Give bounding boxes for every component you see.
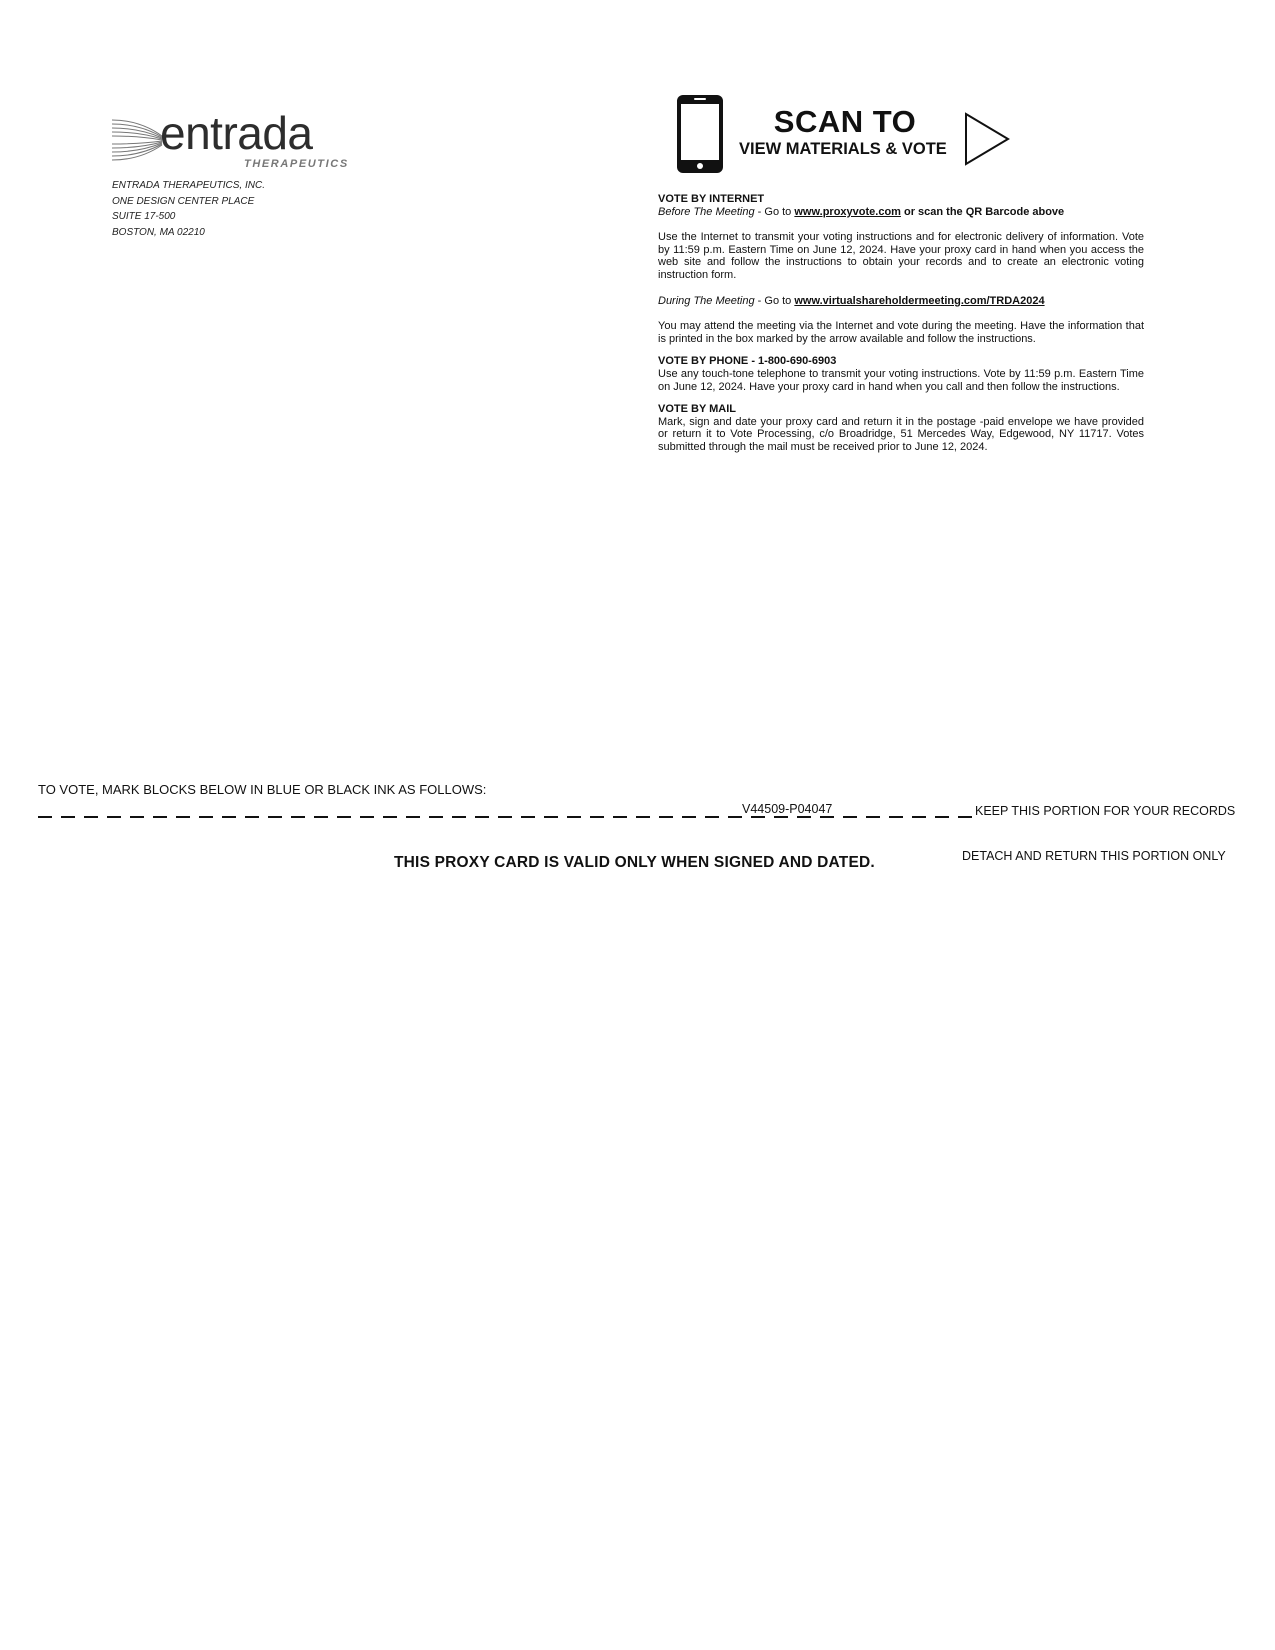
address-line: ENTRADA THERAPEUTICS, INC. [112,180,265,191]
virtual-meeting-link[interactable]: www.virtualshareholdermeeting.com/TRDA2024 [794,294,1045,307]
control-code: V44509-P04047 [739,802,835,816]
before-goto-text: - Go to [754,205,795,218]
company-address [112,178,265,240]
address-line: ONE DESIGN CENTER PLACE [112,195,255,207]
keep-portion-label: KEEP THIS PORTION FOR YOUR RECORDS [972,804,1238,818]
proxyvote-link[interactable]: www.proxyvote.com [794,205,901,218]
logo-subtitle: THERAPEUTICS [244,158,349,170]
vote-internet-body: Use the Internet to transmit your voting instructions and for electronic delivery of information. Vote by 11:59 p.m. Eastern Time on June 12, 2024. Have your proxy card in hand when you access the web site and follow the instructions to obtain your records and to create an electronic voting instruction form. [658,231,1144,281]
logo-wordmark: entrada [160,107,313,159]
company-logo [110,107,349,174]
address-line: SUITE 17-500 [112,211,176,222]
before-meeting-line [658,206,1144,219]
scan-title: SCAN TO [773,104,917,139]
during-meeting-line [658,295,1144,308]
before-meeting-label: Before The Meeting [658,205,755,218]
during-goto-text: - Go to [754,294,795,307]
valid-notice: THIS PROXY CARD IS VALID ONLY WHEN SIGNED AND DATED. [394,854,875,871]
vote-mail-heading: VOTE BY MAIL [658,403,737,416]
during-meeting-body: You may attend the meeting via the Internet and vote during the meeting. Have the information that is printed in the box marked by the arrow available and follow the instructions. [658,320,1144,345]
phone-icon [676,94,724,174]
vote-phone-body: Use any touch-tone telephone to transmit your voting instructions. Vote by 11:59 p.m. Eastern Time on June 12, 2024. Have your proxy card in hand when you call and then follow the instructions. [658,367,1144,393]
vote-mail-body: Mark, sign and date your proxy card and return it in the postage -paid envelope we have provided or return it to Vote Processing, c/o Broadridge, 51 Mercedes Way, Edgewood, NY 11717. Votes submitted through the mail must be received prior to June 12, 2024. [658,415,1144,453]
scan-subtitle: VIEW MATERIALS & VOTE [739,140,947,158]
mark-instruction: TO VOTE, MARK BLOCKS BELOW IN BLUE OR BLACK INK AS FOLLOWS: [38,782,487,797]
before-meeting-rest: or scan the QR Barcode above [900,205,1065,218]
detach-portion-label: DETACH AND RETURN THIS PORTION ONLY [962,849,1226,863]
during-meeting-label: During The Meeting [658,294,755,307]
vote-phone-heading: VOTE BY PHONE - 1-800-690-6903 [658,355,837,368]
vote-internet-heading: VOTE BY INTERNET [658,193,765,205]
play-triangle-icon [964,112,1012,166]
voting-instructions [658,193,1144,454]
address-line: BOSTON, MA 02210 [112,226,205,238]
